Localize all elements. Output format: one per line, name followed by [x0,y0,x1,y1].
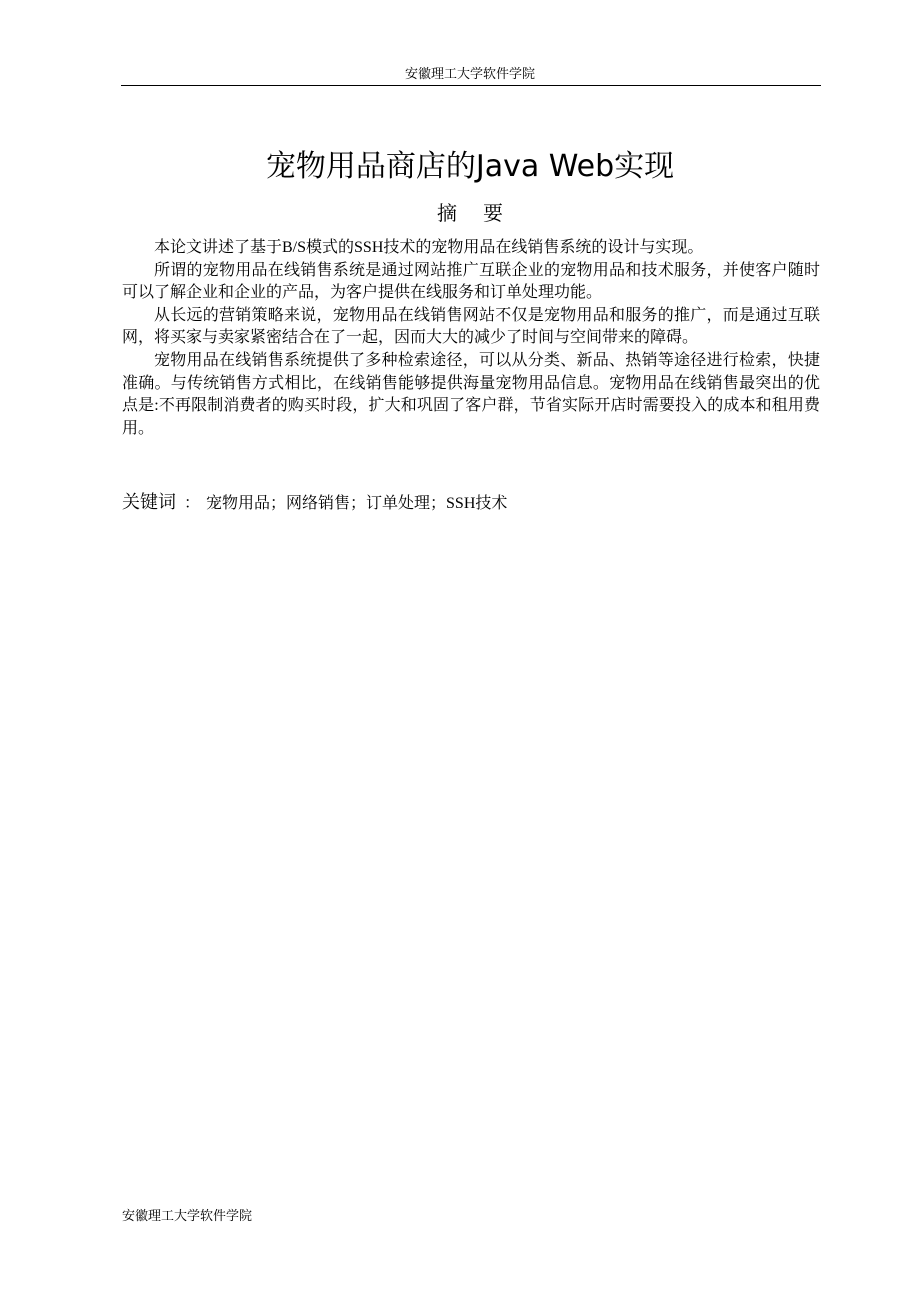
page-footer: 安徽理工大学软件学院 [122,1208,253,1223]
abstract-paragraph: 本论文讲述了基于B/S模式的SSH技术的宠物用品在线销售系统的设计与实现。 [154,239,704,256]
abstract-paragraph: 宠物用品在线销售系统提供了多种检索途径，可以从分类、新品、热销等途径进行检索，快捷准确。与传统销售方式相比，在线销售能够提供海量宠物用品信息。宠物用品在线销售最突出的优点是:不再限制消费者的购买时段，扩大和巩固了客户群，节省实际开店时需要投入的成本和租用费用。 [122,351,820,437]
abstract-paragraph: 所谓的宠物用品在线销售系统是通过网站推广互联企业的宠物用品和技术服务，并使客户随时可以了解企业和企业的产品，为客户提供在线服务和订单处理功能。 [122,261,820,302]
abstract-paragraph: 从长远的营销策略来说，宠物用品在线销售网站不仅是宠物用品和服务的推广，而是通过互联网，将买家与卖家紧密结合在了一起，因而大大的减少了时间与空间带来的障碍。 [122,306,820,347]
keywords-line [122,490,820,517]
keywords-label: 关键词 [122,492,176,513]
keywords-colon: ： [184,495,201,512]
abstract-heading: 摘要 [437,201,529,225]
page-header: 安徽理工大学软件学院 [404,66,535,81]
header-divider [121,85,821,86]
document-title: 宠物用品商店的Java Web实现 [265,149,675,184]
abstract-body [122,237,820,440]
keywords-list: 宠物用品；网络销售；订单处理；SSH技术 [206,495,508,512]
